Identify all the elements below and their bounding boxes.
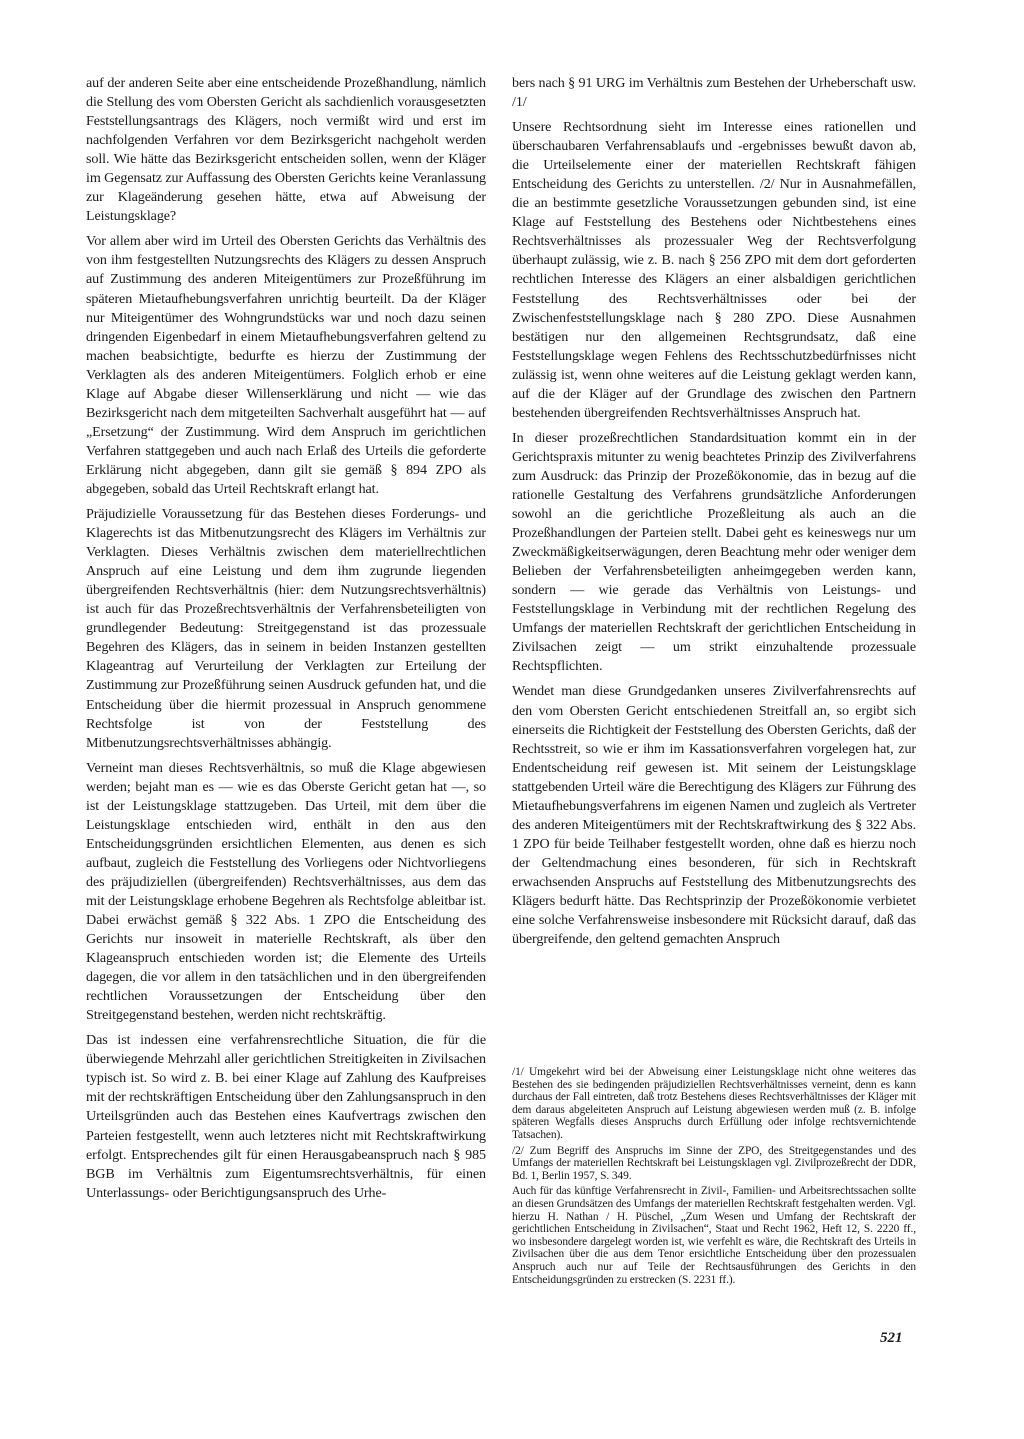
- page-number: 521: [880, 1330, 903, 1346]
- body-paragraph: Das ist indessen eine verfahrensrechtliche Situation, die für die überwiegende Mehrzahl aller gerichtlichen Streitigkeiten in Zivilsachen typisch ist. So wird z. B. bei einer Klage auf Zahlung des Kaufpreises mit der rechtskräftigen Entscheidung über den Zahlungsanspruch in den Urteilsgründen auch das Bestehen eines Kaufvertrags zwischen den Parteien festgestellt, wenn auch letzteres nicht mit Rechtskraftwirkung erfolgt. Entsprechendes gilt für einen Herausgabeanspruch nach § 985 BGB im Verhältnis zum Eigentumsrechtsverhältnis, für einen Unterlassungs- oder Berichtigungsanspruch des Urhe-: [86, 1032, 486, 1201]
- body-paragraph: bers nach § 91 URG im Verhältnis zum Bestehen der Urheberschaft usw. /1/: [512, 75, 916, 111]
- body-paragraph: Präjudizielle Voraussetzung für das Bestehen dieses Forderungs- und Klagerechts ist das Mitbenutzungsrecht des Klägers im Verhältnis zur Verklagten. Dieses Verhältnis zwischen dem materiellrechtlichen Anspruch auf eine Leistung und dem ihm zugrunde liegenden übergreifenden Rechtsverhältnis (hier: dem Nutzungsrechtsverhältnis) ist auch für das Prozeßrechtsverhältnis der Verfahrensbeteiligten von grundlegender Bedeutung: Streitgegenstand ist das prozessuale Begehren des Klägers, das in seinem in beiden Instanzen gestellten Klageantrag auf Verurteilung der Verklagten zur Erteilung der Zustimmung zur Prozeßführung seinen Ausdruck gefunden hat, und die Entscheidung über die hiermit prozessual in Anspruch genommene Rechtsfolge ist von der Feststellung des Mitbenutzungsrechtsverhältnisses abhängig.: [86, 506, 486, 751]
- body-paragraph: Unsere Rechtsordnung sieht im Interesse eines rationellen und überschaubaren Verfahrensablaufs und -ergebnisses bewußt davon ab, die Urteilselemente einer der materiellen Rechtskraft fähigen Entscheidung des Gerichts zu unterstellen. /2/ Nur in Ausnahmefällen, die an bestimmte gesetzliche Voraussetzungen gebunden sind, ist eine Klage auf Feststellung des Bestehens oder Nichtbestehens eines Rechtsverhältnisses als prozessualer Weg der Rechtsverfolgung überhaupt zulässig, wie z. B. nach § 256 ZPO mit dem dort geforderten rechtlichen Interesse des Klägers an einer alsbaldigen gerichtlichen Feststellung des Rechtsverhältnisses oder bei der Zwischenfeststellungsklage nach § 280 ZPO. Diese Ausnahmen bestätigen nur den allgemeinen Rechtsgrundsatz, daß eine Feststellungsklage wegen Fehlens des Rechtsschutzbedürfnisses nicht zulässig ist, wenn ohne weiteres auf die Leistung geklagt werden kann, auf die der Kläger auf der Grundlage des zwischen den Partnern bestehenden übergreifenden Rechtsverhältnisses Anspruch hat.: [512, 119, 916, 421]
- left-column: [86, 74, 486, 1207]
- footnote-1: /1/ Umgekehrt wird bei der Abweisung einer Leistungsklage nicht ohne weiteres das Bestehen des sie bedingenden präjudiziellen Rechtsverhältnisses verneint, denn es kann durchaus der Fall eintreten, daß trotz Bestehens dieses Rechtsverhältnisses der Kläger mit dem daraus abgeleiteten Anspruch auf Leistung abgewiesen werden muß (z. B. infolge späteren Wegfalls dieses Anspruchs durch Erfüllung oder infolge rechtsvernichtende Tatsachen).: [512, 1066, 916, 1141]
- body-paragraph: Vor allem aber wird im Urteil des Obersten Gerichts das Verhältnis des von ihm festgestellten Nutzungsrechts des Klägers zu dessen Anspruch auf Zustimmung des anderen Miteigentümers zur Prozeßführung im späteren Mietaufhebungsverfahren unrichtig beurteilt. Da der Kläger nur Miteigentümer des Wohngrundstücks war und noch dazu seinen dringenden Eigenbedarf in einem Mietaufhebungsverfahren geltend zu machen beabsichtigte, bedurfte es hierzu der Zustimmung der Verklagten als des anderen Miteigentümers. Folglich erhob er eine Klage auf Abgabe dieser Willenserklärung und nicht — wie das Bezirksgericht nach dem mitgeteilten Sachverhalt ausgeführt hat — auf „Ersetzung“ der Zustimmung. Wird dem Anspruch im gerichtlichen Verfahren stattgegeben und auch nach Erlaß des Urteils die geforderte Erklärung nicht abgegeben, dann gilt sie gemäß § 894 ZPO als abgegeben, sobald das Urteil Rechtskraft erlangt hat.: [86, 233, 486, 497]
- footnotes: [512, 1066, 916, 1289]
- footnote-2-continuation: Auch für das künftige Verfahrensrecht in Zivil-, Familien- und Arbeitsrechtssachen sollte an diesen Grundsätzen des Umfangs der materiellen Rechtskraft festgehalten werden. Vgl. hierzu H. Nathan / H. Püschel, „Zum Wesen und Umfang der Rechtskraft der gerichtlichen Entscheidung in Zivilsachen“, Staat und Recht 1962, Heft 12, S. 2220 ff., wo insbesondere dargelegt worden ist, wie verfehlt es wäre, die Rechtskraft des Urteils in Zivilsachen über die aus dem Tenor ersichtliche Entscheidung über den prozessualen Anspruch auch nur auf Teile der Rechtsausführungen des Gerichts in den Entscheidungsgründen zu erstrecken (S. 2231 ff.).: [512, 1185, 916, 1286]
- body-paragraph: In dieser prozeßrechtlichen Standardsituation kommt ein in der Gerichtspraxis mitunter zu wenig beachtetes Prinzip des Zivilverfahrens zum Ausdruck: das Prinzip der Prozeßökonomie, das in bezug auf die rationelle Gestaltung des Verfahrens grundsätzliche Anforderungen sowohl an die gerichtliche Prozeßleitung als auch an die Prozeßhandlungen der Parteien stellt. Dabei geht es keineswegs nur um Zweckmäßigkeitserwägungen, deren Beachtung mehr oder weniger dem Belieben der Verfahrensbeteiligten anheimgegeben werden kann, sondern — wie gerade das Verhältnis von Leistungs- und Feststellungsklage in Verbindung mit der rechtlichen Regelung des Umfangs der materiellen Rechtskraft der gerichtlichen Entscheidung in Zivilsachen zeigt — um strikt einzuhaltende prozessuale Rechtspflichten.: [512, 429, 916, 675]
- right-column: [512, 74, 916, 953]
- body-paragraph: Wendet man diese Grundgedanken unseres Zivilverfahrensrechts auf den vom Obersten Gericht entschiedenen Streitfall an, so ergibt sich einerseits die Richtigkeit der Feststellung des Obersten Gerichts, daß der Rechtsstreit, so wie er ihm im Kassationsverfahren vorgelegen hat, zur Endentscheidung reif gewesen ist. Mit seinem der Leistungsklage stattgebenden Urteil wäre die Berechtigung des Klägers zur Führung des Mietaufhebungsverfahrens im eigenen Namen und zugleich als Vertreter des anderen Miteigentümers mit der Rechtskraftwirkung des § 322 Abs. 1 ZPO für beide Teilhaber festgestellt worden, ohne daß es hierzu noch der Geltendmachung eines besonderen, für sich in Rechtskraft erwachsenden Anspruchs auf Feststellung des Mitbenutzungsrechts des Klägers bedurft hätte. Das Rechtsprinzip der Prozeßökonomie verbietet eine solche Verfahrensweise insbesondere mit Rücksicht darauf, daß das übergreifende, den geltend gemachten Anspruch: [512, 683, 916, 948]
- body-paragraph: auf der anderen Seite aber eine entscheidende Prozeßhandlung, nämlich die Stellung des vom Obersten Gericht als sachdienlich vorausgesetzten Feststellungsantrags des Klägers, noch vermißt wird und erst im nachfolgenden Verfahren vor dem Bezirksgericht nachgeholt werden soll. Wie hätte das Bezirksgericht entscheiden sollen, wenn der Kläger im Gegensatz zur Auffassung des Obersten Gerichts keine Veranlassung zur Klageänderung gesehen hätte, etwa auf Abweisung der Leistungsklage?: [86, 75, 486, 225]
- footnote-2: /2/ Zum Begriff des Anspruchs im Sinne der ZPO, des Streitgegenstandes und des Umfangs der materiellen Rechtskraft bei Leistungsklagen vgl. Zivilprozeßrecht der DDR, Bd. 1, Berlin 1957, S. 349.: [512, 1144, 916, 1182]
- body-paragraph: Verneint man dieses Rechtsverhältnis, so muß die Klage abgewiesen werden; bejaht man es — wie es das Oberste Gericht getan hat —, so ist der Leistungsklage stattzugeben. Das Urteil, mit dem über die Leistungsklage entschieden wird, enthält in den aus den Entscheidungsgründen ersichtlichen Elementen, aus denen es sich aufbaut, zugleich die Feststellung des Vorliegens oder Nichtvorliegens des präjudiziellen (übergreifenden) Rechtsverhältnisses, aus dem das mit der Leistungsklage erhobene Begehren als Rechtsfolge ableitbar ist. Dabei erwächst gemäß § 322 Abs. 1 ZPO die Entscheidung des Gerichts nur insoweit in materielle Rechtskraft, als über den Klageanspruch entschieden worden ist; die Elemente des Urteils dagegen, die vor allem in den tatsächlichen und in den übergreifenden rechtlichen Voraussetzungen der Entscheidung über den Streitgegenstand bestehen, werden nicht rechtskräftig.: [86, 759, 486, 1024]
